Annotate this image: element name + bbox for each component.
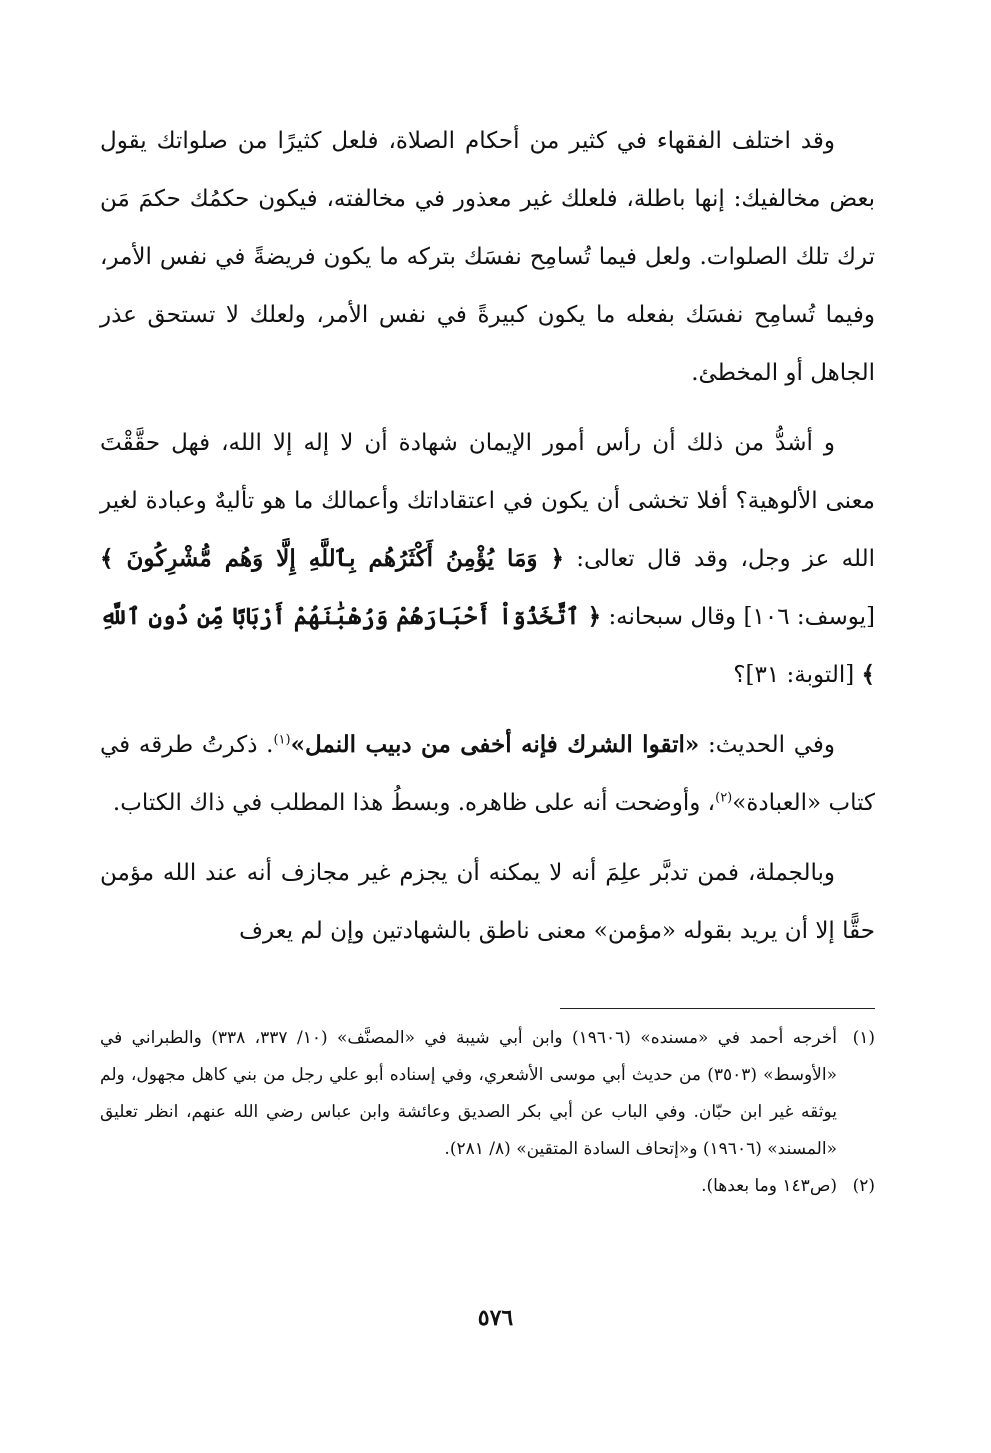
paragraph-4: وبالجملة، فمن تدبَّر علِمَ أنه لا يمكنه أن يجزم غير مجازف أنه عند الله مؤمن حقًّا إلا أن يريد بقوله «مؤمن» معنى ناطق بالشهادتين وإن لم يعرف xyxy=(100,860,875,944)
footnote-2 xyxy=(100,1168,875,1205)
quran-reference-yusuf: [يوسف: ١٠٦] xyxy=(743,604,876,630)
paragraph-3-text-b: . ذكرتُ طرقه في كتاب «العبادة» xyxy=(100,732,875,816)
paragraph-3 xyxy=(100,716,875,832)
paragraph-3-text-a: وفي الحديث: xyxy=(707,732,836,758)
main-text xyxy=(100,112,875,972)
paragraph-2 xyxy=(100,414,875,704)
footnote-marker-1: (١) xyxy=(273,732,291,748)
footnote-text: أخرجه أحمد في «مسنده» (١٩٦٠٦) وابن أبي شيبة في «المصنَّف» (١٠/ ٣٣٧، ٣٣٨) والطبراني في «الأوسط» (٣٥٠٣) من حديث أبي موسى الأشعري، وفي إسناده أبو علي رجل من بني كاهل مجهول، ولم يوثقه غير ابن حبّان. وفي الباب عن أبي بكر الصديق وعائشة وابن عباس رضي الله عنهم، انظر تعليق «المسند» (١٩٦٠٦) و«إتحاف السادة المتقين» (٨/ ٢٨١). xyxy=(100,1028,837,1159)
footnote-marker-2: (٢) xyxy=(715,790,733,806)
paragraph-2-text-a: و أشدُّ من ذلك أن رأس أمور الإيمان شهادة أن لا إله إلا الله، فهل حقَّقْتَ معنى الألوهية؟ أفلا تخشى أن يكون في اعتقاداتك وأعمالك ما هو تأليهٌ وعبادة لغير الله عز وجل، وقد قال تعالى: xyxy=(100,430,875,572)
paragraph-1: وقد اختلف الفقهاء في كثير من أحكام الصلاة، فلعل كثيرًا من صلواتك يقول بعض مخالفيك: إنها باطلة، فلعلك غير معذور في مخالفته، فيكون حكمُك حكمَ مَن ترك تلك الصلوات. ولعل فيما تُسامِح نفسَك بتركه ما يكون فريضةً في نفس الأمر، وفيما تُسامِح نفسَك بفعله ما يكون كبيرةً في نفس الأمر، ولعلك لا تستحق عذر الجاهل أو المخطئ. xyxy=(100,128,875,386)
footnote-number: (٢) xyxy=(852,1176,875,1196)
hadith-quote: «اتقوا الشرك فإنه أخفى من دبيب النمل» xyxy=(290,731,700,758)
page-number: ٥٧٦ xyxy=(477,1305,514,1331)
paragraph-3-text-c: ، وأوضحت أنه على ظاهره. وبسطُ هذا المطلب في ذاك الكتاب. xyxy=(112,790,716,816)
footnote-separator xyxy=(560,1008,875,1009)
footnote-text: (ص١٤٣ وما بعدها). xyxy=(701,1176,837,1196)
paragraph-2-text-b: وقال سبحانه: xyxy=(608,604,737,630)
quran-verse-yusuf: ﴿ وَمَا يُؤْمِنُ أَكْثَرُهُم بِٱللَّهِ إِلَّا وَهُم مُّشْرِكُونَ ﴾ xyxy=(100,545,564,572)
footnote-1 xyxy=(100,1020,875,1168)
quran-verse-tawbah: ﴿ ٱتَّخَذُوٓاْ أَحْبَارَهُمْ وَرُهْبَٰنَهُمْ أَرْبَابًا مِّن دُونِ ٱللَّهِ ﴾ xyxy=(100,603,875,688)
footnote-number: (١) xyxy=(852,1028,875,1048)
quran-reference-tawbah: [التوبة: ٣١]؟ xyxy=(733,662,855,688)
footnotes xyxy=(100,1020,875,1205)
